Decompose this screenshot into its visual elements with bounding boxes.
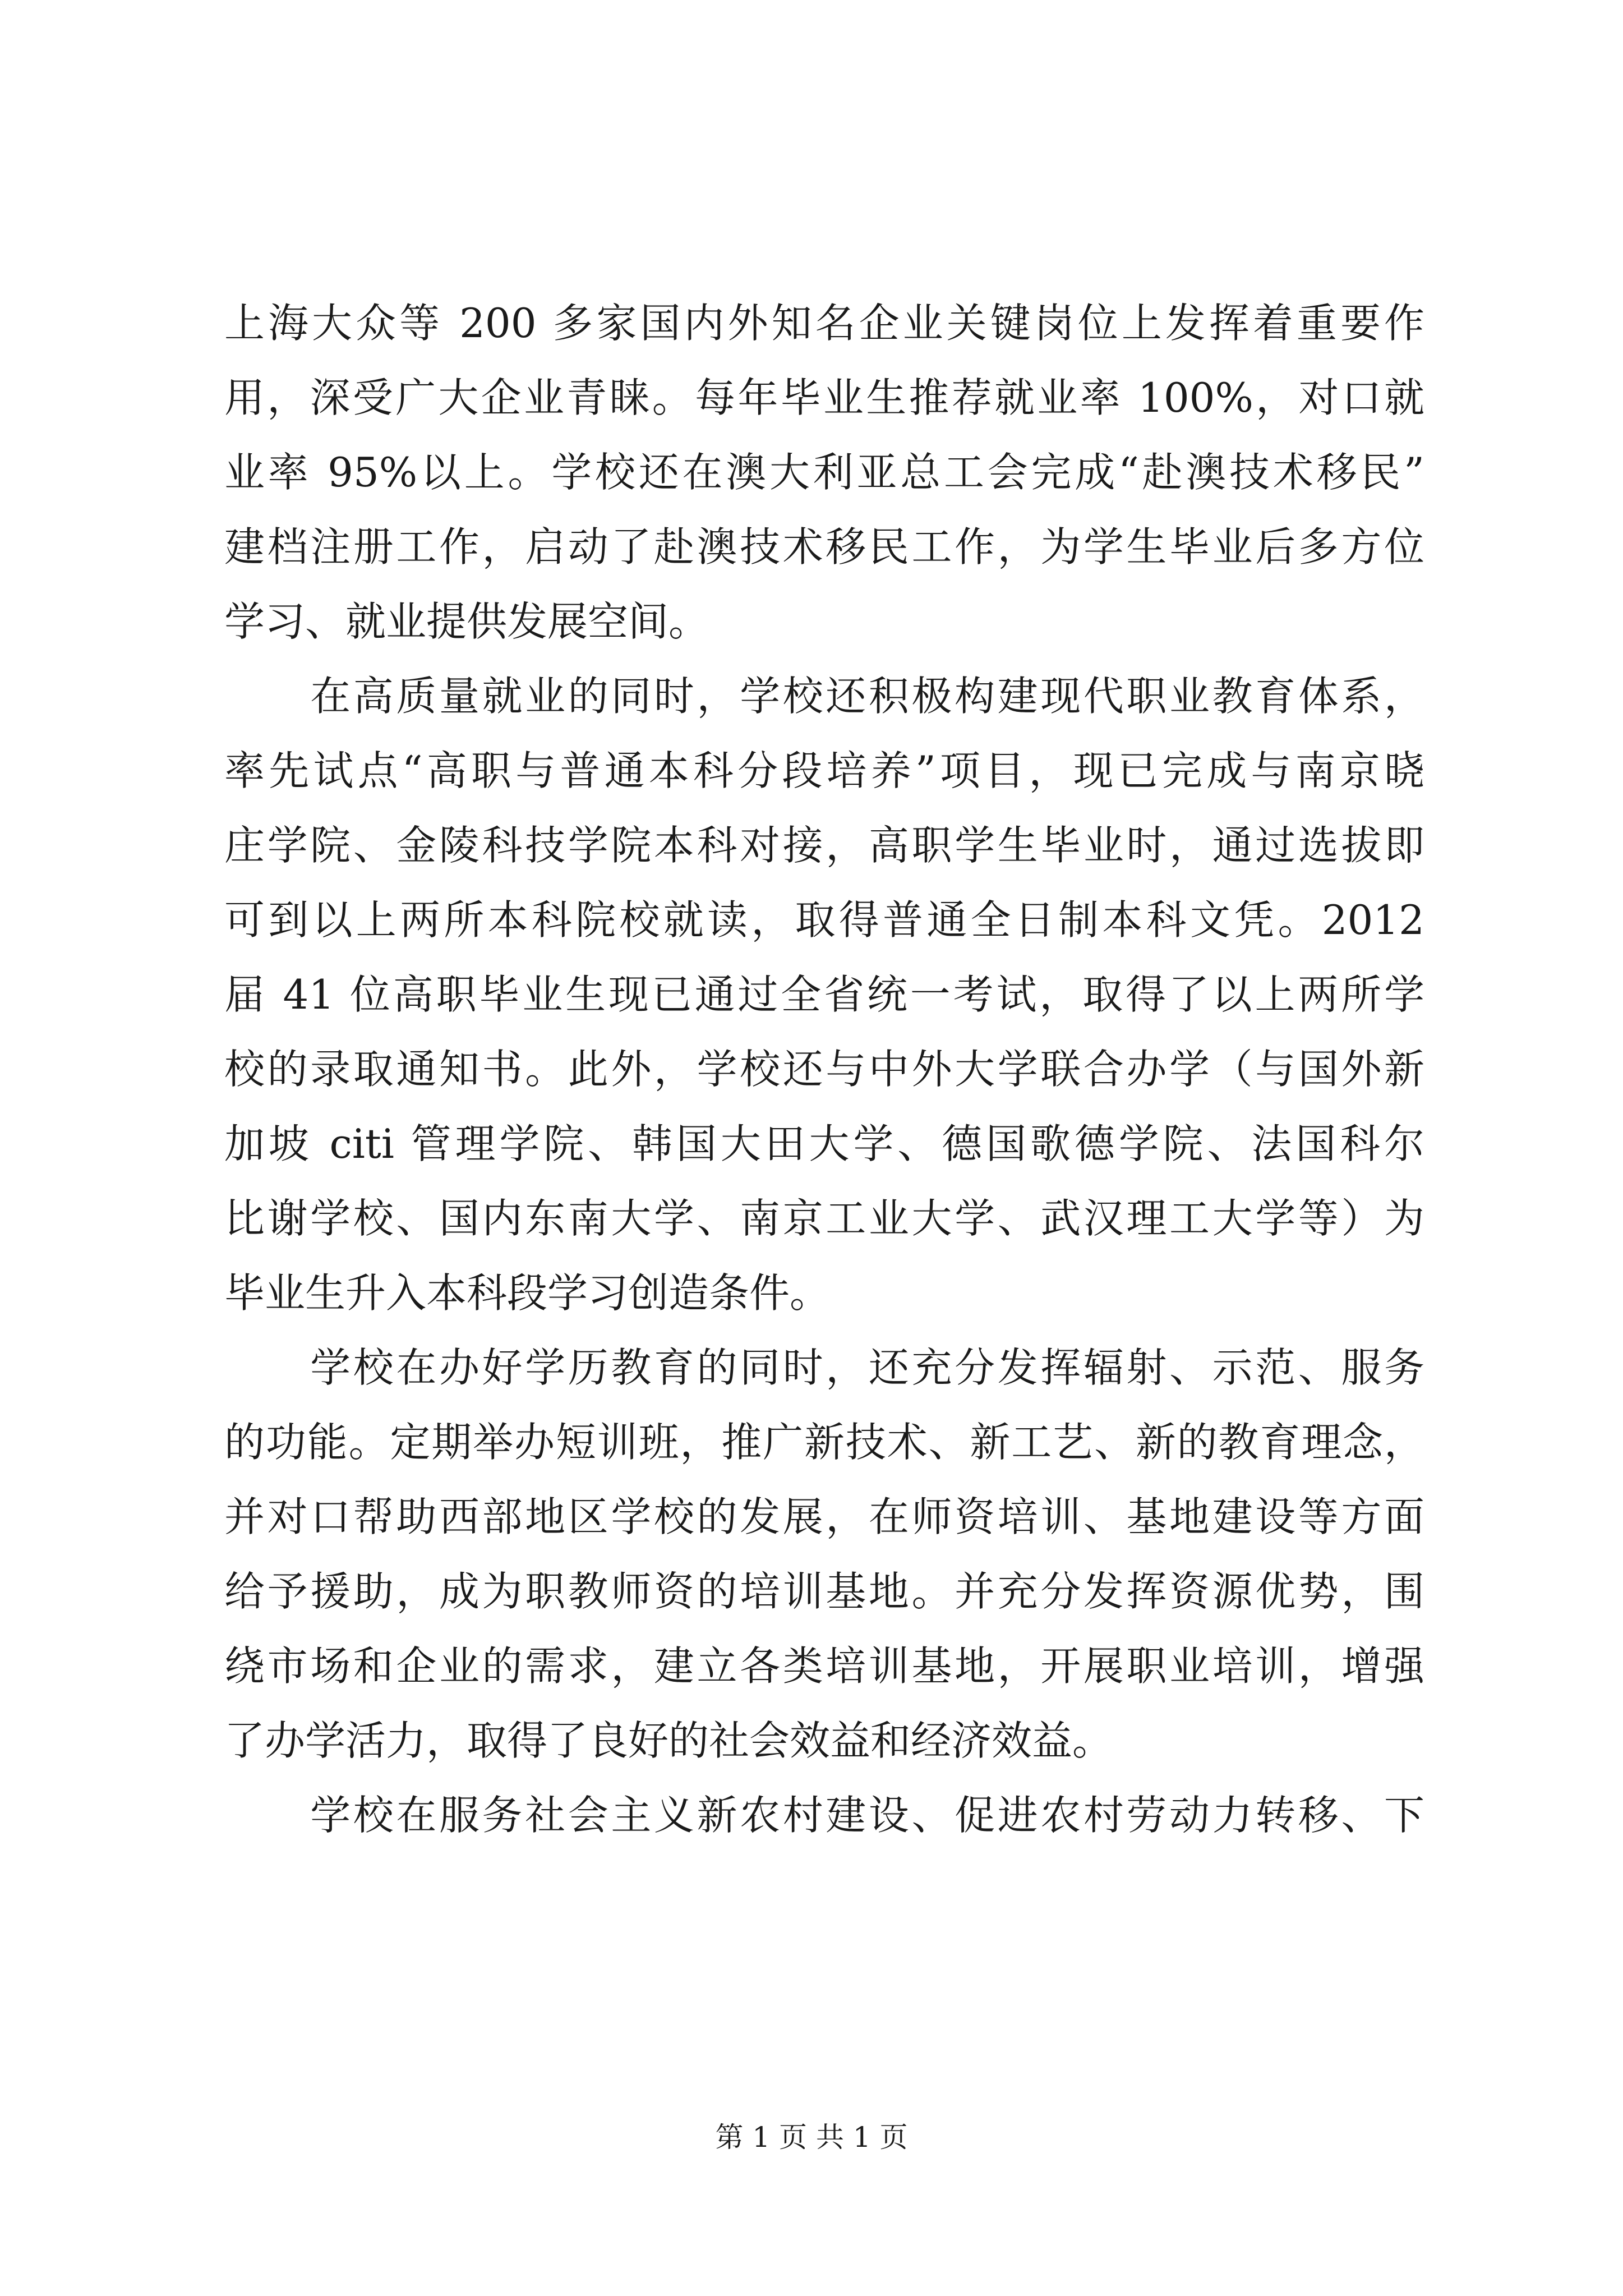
- text-line: 校的录取通知书。此外，学校还与中外大学联合办学（与国外新: [224, 1046, 1424, 1093]
- text-line: 学习、就业提供发展空间。: [224, 598, 709, 645]
- paragraph-4: [224, 1778, 1424, 1853]
- text-line: 比谢学校、国内东南大学、南京工业大学、武汉理工大学等）为: [224, 1195, 1424, 1242]
- text-line: 绕市场和企业的需求，建立各类培训基地，开展职业培训，增强: [224, 1642, 1424, 1690]
- text-line: 毕业生升入本科段学习创造条件。: [224, 1269, 831, 1317]
- text-line: 在高质量就业的同时，学校还积极构建现代职业教育体系，: [224, 673, 1424, 720]
- text-line: 并对口帮助西部地区学校的发展，在师资培训、基地建设等方面: [224, 1493, 1424, 1540]
- text-line: 建档注册工作，启动了赴澳技术移民工作，为学生毕业后多方位: [224, 523, 1424, 570]
- text-line: 可到以上两所本科院校就读，取得普通全日制本科文凭。2012: [224, 896, 1424, 944]
- text-line: 学校在办好学历教育的同时，还充分发挥辐射、示范、服务: [224, 1344, 1424, 1391]
- text-line: 的功能。定期举办短训班，推广新技术、新工艺、新的教育理念，: [224, 1419, 1424, 1466]
- text-line: 用，深受广大企业青睐。每年毕业生推荐就业率 100%，对口就: [224, 374, 1424, 421]
- text-line: 学校在服务社会主义新农村建设、促进农村劳动力转移、下: [224, 1792, 1424, 1839]
- paragraph-1: [224, 286, 1424, 659]
- text-line: 加坡 citi 管理学院、韩国大田大学、德国歌德学院、法国科尔: [224, 1120, 1424, 1167]
- paragraph-2: [224, 659, 1424, 1331]
- text-line: 届 41 位高职毕业生现已通过全省统一考试，取得了以上两所学: [224, 971, 1424, 1018]
- document-body: [224, 286, 1424, 1853]
- paragraph-3: [224, 1331, 1424, 1778]
- text-line: 业率 95%以上。学校还在澳大利亚总工会完成“赴澳技术移民”: [224, 449, 1424, 496]
- page-footer: [0, 2115, 1623, 2155]
- text-line: 给予援助，成为职教师资的培训基地。并充分发挥资源优势，围: [224, 1568, 1424, 1615]
- text-line: 庄学院、金陵科技学院本科对接，高职学生毕业时，通过选拔即: [224, 822, 1424, 869]
- text-line: 了办学活力，取得了良好的社会效益和经济效益。: [224, 1717, 1113, 1764]
- text-line: 上海大众等 200 多家国内外知名企业关键岗位上发挥着重要作: [224, 300, 1424, 347]
- page-number-label: 第 1 页 共 1 页: [715, 2121, 908, 2154]
- text-line: 率先试点“高职与普通本科分段培养”项目，现已完成与南京晓: [224, 747, 1424, 794]
